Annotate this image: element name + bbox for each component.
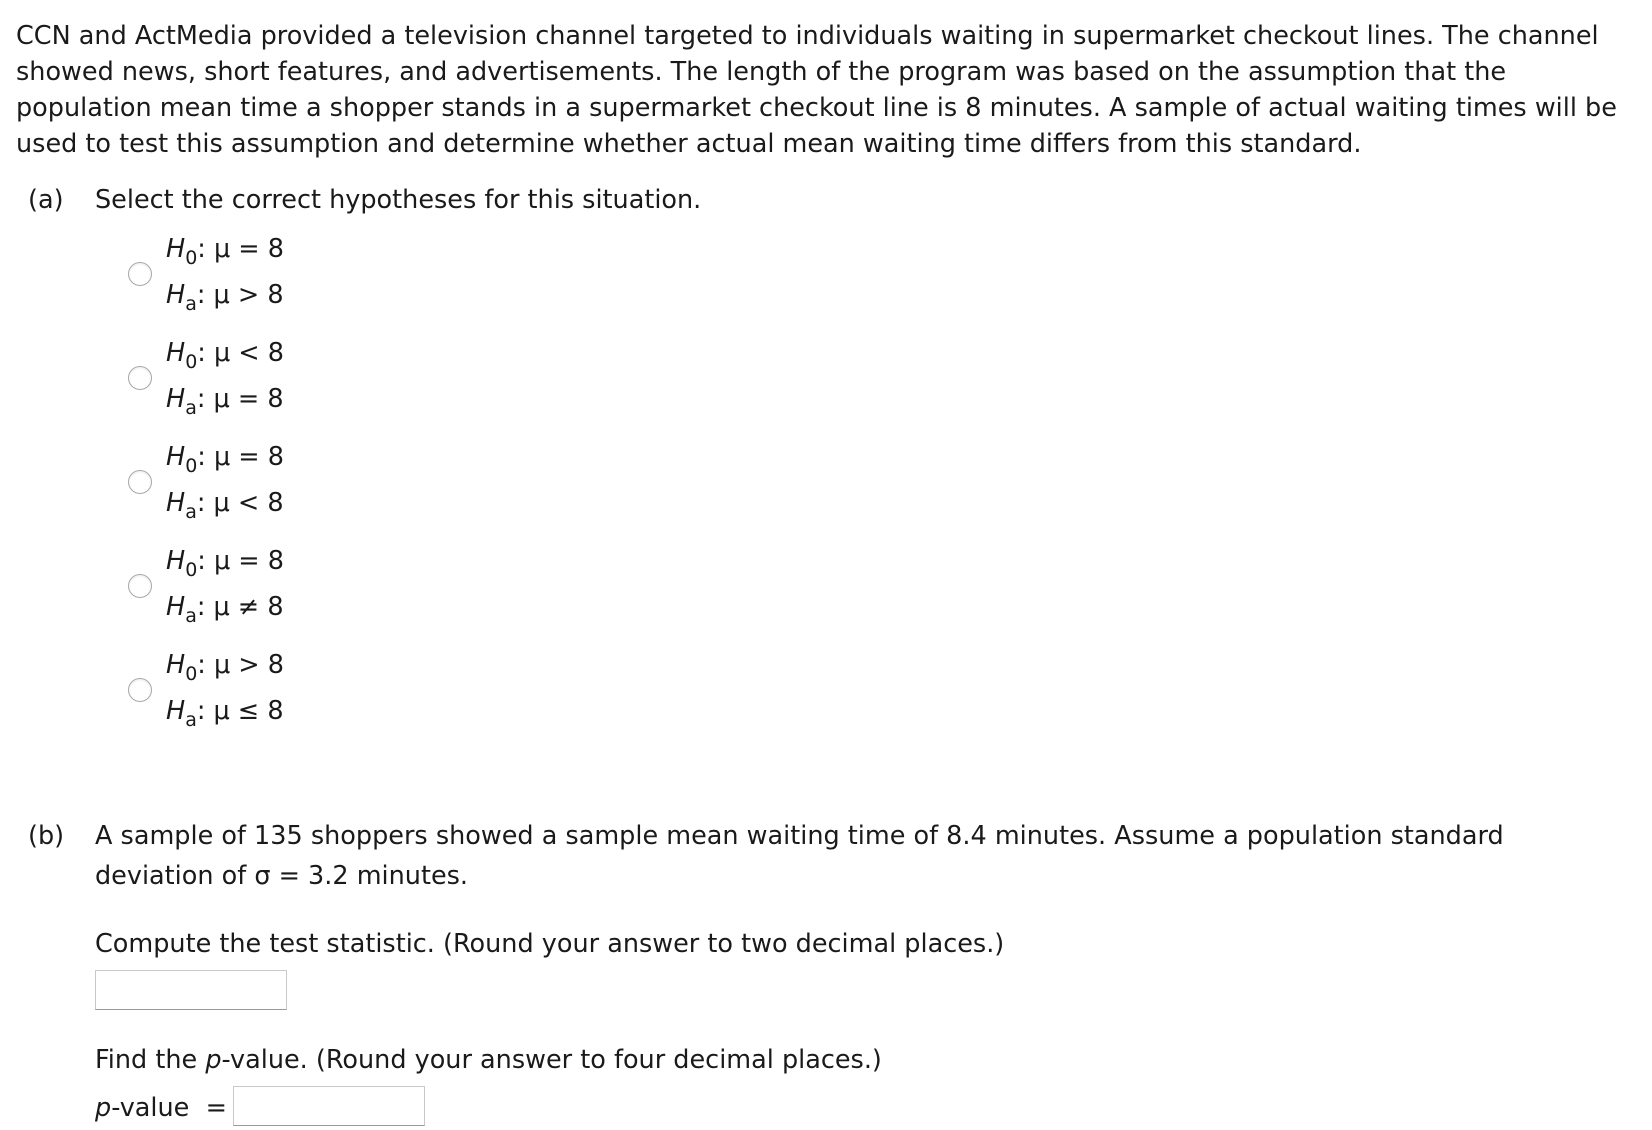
null-hypothesis: $H_0$: μ > 8 <box>166 650 285 685</box>
part-a-prompt: Select the correct hypotheses for this situation. <box>95 185 702 215</box>
test-statistic-input[interactable] <box>95 970 287 1010</box>
hypothesis-option-5[interactable] <box>128 650 388 746</box>
pvalue-prompt: Find the p-value. (Round your answer to four decimal places.) <box>95 1045 882 1075</box>
radio-button[interactable] <box>128 366 152 390</box>
alternative-hypothesis: $H_a$: μ ≠ 8 <box>166 592 284 627</box>
radio-button[interactable] <box>128 470 152 494</box>
test-statistic-prompt: Compute the test statistic. (Round your answer to two decimal places.) <box>95 929 1005 959</box>
hypothesis-option-3[interactable] <box>128 442 388 538</box>
hypothesis-option-1[interactable] <box>128 234 388 330</box>
problem-intro: CCN and ActMedia provided a television channel targeted to individuals waiting in supermarket checkout lines. The channel showed news, short features, and advertisements. The length of the program was based on the assumption that the population mean time a shopper stands in a supermarket checkout line is 8 minutes. A sample of actual waiting times will be used to test this assumption and determine whether actual mean waiting time differs from this standard. <box>16 21 1617 159</box>
pvalue-input[interactable] <box>233 1086 425 1126</box>
null-hypothesis: $H_0$: μ < 8 <box>166 338 285 373</box>
alternative-hypothesis: $H_a$: μ < 8 <box>166 488 284 523</box>
alternative-hypothesis: $H_a$: μ = 8 <box>166 384 284 419</box>
radio-button[interactable] <box>128 262 152 286</box>
hypothesis-option-4[interactable] <box>128 546 388 642</box>
null-hypothesis: $H_0$: μ = 8 <box>166 234 285 269</box>
part-b-label: (b) <box>28 821 65 851</box>
alternative-hypothesis: $H_a$: μ > 8 <box>166 280 284 315</box>
radio-button[interactable] <box>128 574 152 598</box>
null-hypothesis: $H_0$: μ = 8 <box>166 546 285 581</box>
part-b-text-line2: deviation of σ = 3.2 minutes. <box>95 861 469 891</box>
pvalue-label: p-value = <box>95 1093 227 1123</box>
alternative-hypothesis: $H_a$: μ ≤ 8 <box>166 696 284 731</box>
null-hypothesis: $H_0$: μ = 8 <box>166 442 285 477</box>
radio-button[interactable] <box>128 678 152 702</box>
hypothesis-option-2[interactable] <box>128 338 388 434</box>
part-a-label: (a) <box>28 185 64 215</box>
part-b-text-line1: A sample of 135 shoppers showed a sample mean waiting time of 8.4 minutes. Assume a population standard <box>95 821 1504 851</box>
